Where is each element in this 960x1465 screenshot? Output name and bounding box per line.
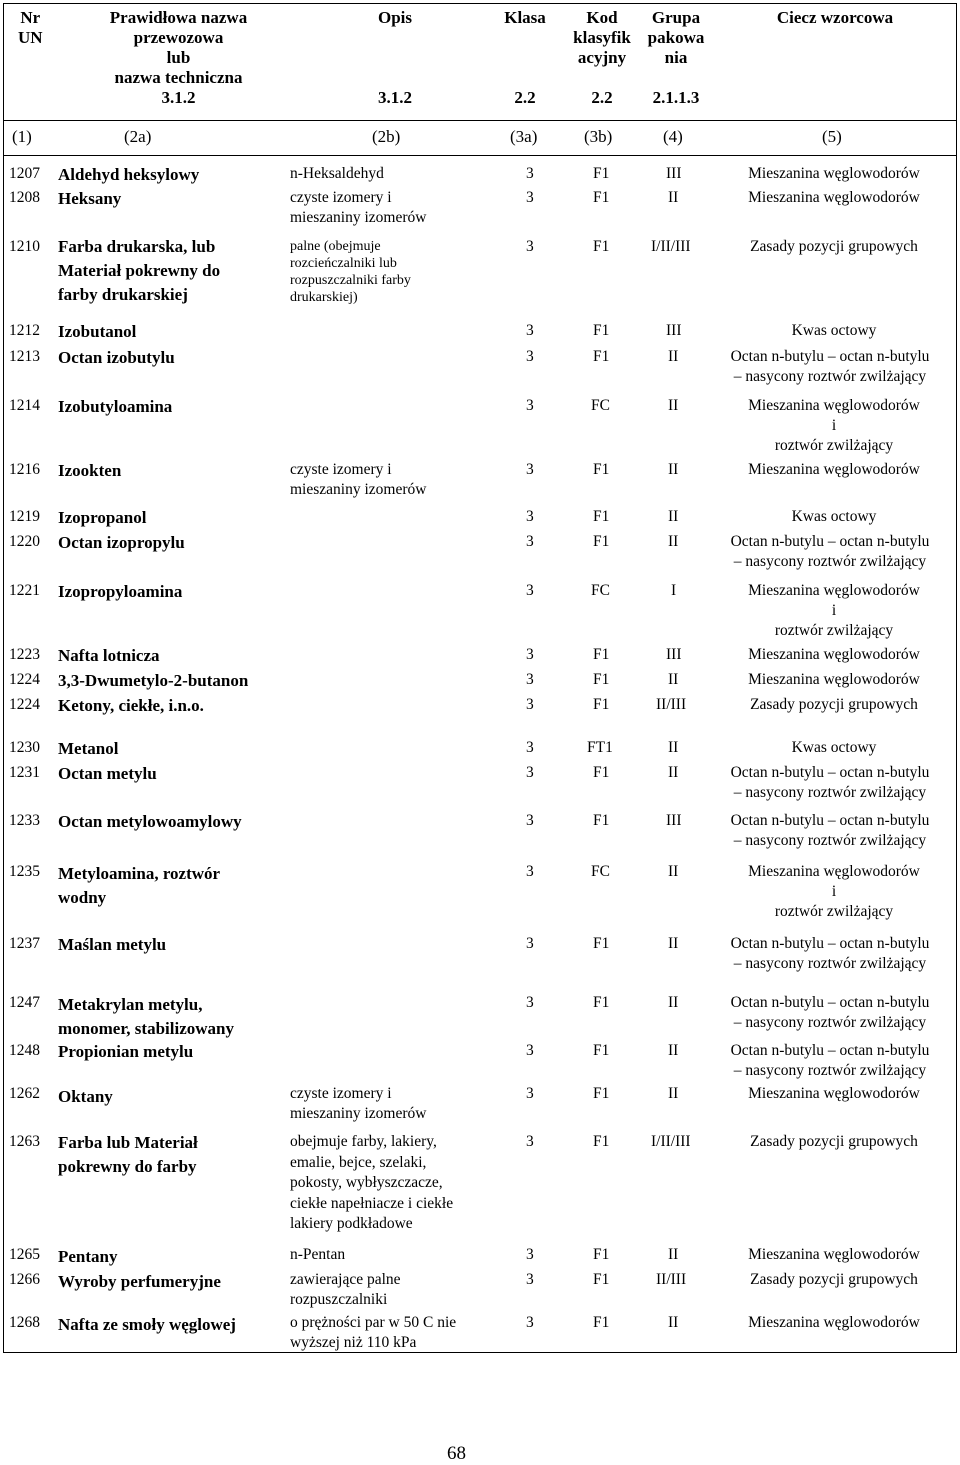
classification-code: F1 (593, 1314, 610, 1331)
substance-name: Nafta ze smoły węglowej (58, 1315, 236, 1334)
reference-liquid: Octan n-butylu – octan n-butylu – nasycony roztwór zwilżający (730, 348, 930, 385)
substance-name: Propionian metylu (58, 1042, 194, 1061)
class-value: 3 (526, 165, 534, 182)
un-number: 1265 (9, 1246, 40, 1263)
class-value: 3 (526, 1085, 534, 1102)
substance-name: Heksany (58, 189, 122, 208)
un-number: 1213 (9, 348, 40, 365)
substance-description: czyste izomery i mieszaniny izomerów (290, 1085, 427, 1122)
col-number-3a: (3a) (510, 127, 538, 146)
reference-liquid: Zasady pozycji grupowych (750, 1271, 918, 1288)
class-value: 3 (526, 764, 534, 781)
packing-group: II (668, 1085, 679, 1102)
col-number-1: (1) (12, 127, 32, 146)
reference-liquid: Octan n-butylu – octan n-butylu – nasycony roztwór zwilżający (730, 1042, 930, 1079)
packing-group: II (668, 863, 679, 880)
substance-name: Izobutyloamina (58, 397, 173, 416)
class-value: 3 (526, 739, 534, 756)
substance-name: Farba drukarska, lub Materiał pokrewny do farby drukarskiej (58, 237, 221, 304)
class-value: 3 (526, 935, 534, 952)
packing-group: II (668, 994, 679, 1011)
class-value: 3 (526, 1314, 534, 1331)
packing-group: II/III (656, 696, 687, 713)
reference-liquid: Mieszanina węglowodorów (748, 1085, 920, 1102)
substance-description: n-Pentan (290, 1246, 346, 1263)
reference-liquid: Mieszanina węglowodorów i roztwór zwilżający (748, 863, 920, 920)
classification-code: F1 (593, 238, 610, 255)
substance-description: o prężności par w 50 C nie wyższej niż 110 kPa (290, 1314, 457, 1351)
packing-group: II (668, 671, 679, 688)
reference-liquid: Mieszanina węglowodorów i roztwór zwilżający (748, 582, 920, 639)
packing-group: I/II/III (651, 238, 691, 255)
classification-code: F1 (593, 1085, 610, 1102)
class-value: 3 (526, 1042, 534, 1059)
packing-group: II (668, 1246, 679, 1263)
classification-code: FC (591, 863, 610, 880)
page-number: 68 (447, 1443, 466, 1464)
packing-group: II/III (656, 1271, 687, 1288)
packing-group: III (666, 322, 682, 339)
classification-code: F1 (593, 994, 610, 1011)
packing-group: II (668, 461, 679, 478)
header-packing-group: Grupa pakowa nia 2.1.1.3 (647, 8, 705, 107)
classification-code: F1 (593, 764, 610, 781)
un-number: 1268 (9, 1314, 40, 1331)
header-reference-liquid: Ciecz wzorcowa (776, 8, 894, 27)
class-value: 3 (526, 508, 534, 525)
substance-name: Oktany (58, 1087, 113, 1106)
substance-name: 3,3-Dwumetylo-2-butanon (58, 671, 249, 690)
classification-code: FC (591, 582, 610, 599)
substance-name: Izopropanol (58, 508, 147, 527)
col-number-4: (4) (663, 127, 683, 146)
classification-code: FC (591, 397, 610, 414)
class-value: 3 (526, 461, 534, 478)
un-number: 1231 (9, 764, 40, 781)
reference-liquid: Mieszanina węglowodorów (748, 1246, 920, 1263)
substance-name: Nafta lotnicza (58, 646, 160, 665)
substance-name: Octan izopropylu (58, 533, 185, 552)
packing-group: II (668, 764, 679, 781)
un-number: 1210 (9, 238, 40, 255)
reference-liquid: Mieszanina węglowodorów (748, 671, 920, 688)
un-number: 1220 (9, 533, 40, 550)
un-number: 1263 (9, 1133, 40, 1150)
class-value: 3 (526, 1133, 534, 1150)
class-value: 3 (526, 397, 534, 414)
un-number: 1230 (9, 739, 40, 756)
header-proper-shipping-name: Prawidłowa nazwa przewozowa lub nazwa techniczna 3.1.2 (109, 8, 248, 107)
class-value: 3 (526, 322, 534, 339)
classification-code: F1 (593, 935, 610, 952)
classification-code: FT1 (587, 739, 613, 756)
un-number: 1247 (9, 994, 40, 1011)
classification-code: F1 (593, 322, 610, 339)
un-number: 1233 (9, 812, 40, 829)
reference-liquid: Zasady pozycji grupowych (750, 238, 918, 255)
class-value: 3 (526, 646, 534, 663)
class-value: 3 (526, 189, 534, 206)
substance-name: Izopropyloamina (58, 582, 183, 601)
classification-code: F1 (593, 533, 610, 550)
reference-liquid: Zasady pozycji grupowych (750, 1133, 918, 1150)
reference-liquid: Mieszanina węglowodorów (748, 165, 920, 182)
packing-group: II (668, 935, 679, 952)
classification-code: F1 (593, 1246, 610, 1263)
reference-liquid: Mieszanina węglowodorów (748, 646, 920, 663)
classification-code: F1 (593, 461, 610, 478)
classification-code: F1 (593, 348, 610, 365)
col-number-2a: (2a) (124, 127, 152, 146)
class-value: 3 (526, 1271, 534, 1288)
header-class: Klasa 2.2 (504, 8, 546, 107)
col-number-2b: (2b) (372, 127, 401, 146)
class-value: 3 (526, 348, 534, 365)
substance-name: Farba lub Materiał pokrewny do farby (58, 1133, 198, 1176)
packing-group: II (668, 533, 679, 550)
un-number: 1214 (9, 397, 40, 414)
substance-name: Izookten (58, 461, 122, 480)
substance-name: Aldehyd heksylowy (58, 165, 200, 184)
packing-group: II (668, 1042, 679, 1059)
reference-liquid: Mieszanina węglowodorów i roztwór zwilżający (748, 397, 920, 454)
reference-liquid: Octan n-butylu – octan n-butylu – nasycony roztwór zwilżający (730, 994, 930, 1031)
un-number: 1207 (9, 165, 40, 182)
un-number: 1262 (9, 1085, 40, 1102)
classification-code: F1 (593, 1133, 610, 1150)
class-value: 3 (526, 994, 534, 1011)
col-number-5: (5) (822, 127, 842, 146)
packing-group: II (668, 739, 679, 756)
substance-name: Ketony, ciekłe, i.n.o. (58, 696, 204, 715)
packing-group: III (666, 165, 682, 182)
substance-name: Maślan metylu (58, 935, 167, 954)
classification-code: F1 (593, 671, 610, 688)
reference-liquid: Mieszanina węglowodorów (748, 461, 920, 478)
un-number: 1237 (9, 935, 40, 952)
substance-name: Pentany (58, 1247, 118, 1266)
un-number: 1224 (9, 696, 40, 713)
un-number: 1208 (9, 189, 40, 206)
classification-code: F1 (593, 1042, 610, 1059)
un-number: 1216 (9, 461, 40, 478)
un-number: 1235 (9, 863, 40, 880)
reference-liquid: Kwas octowy (791, 322, 877, 339)
substance-description: palne (obejmuje rozcieńczalniki lub rozpuszczalniki farby drukarskiej) (290, 239, 411, 305)
header-description: Opis 3.1.2 (377, 8, 413, 107)
classification-code: F1 (593, 189, 610, 206)
substance-name: Wyroby perfumeryjne (58, 1272, 221, 1291)
reference-liquid: Octan n-butylu – octan n-butylu – nasycony roztwór zwilżający (730, 533, 930, 570)
substance-name: Metakrylan metylu, monomer, stabilizowany (58, 995, 234, 1038)
class-value: 3 (526, 533, 534, 550)
header-classification-code: Kod klasyfik acyjny 2.2 (573, 8, 631, 107)
subheader-divider (3, 155, 957, 156)
col-number-3b: (3b) (584, 127, 613, 146)
classification-code: F1 (593, 508, 610, 525)
classification-code: F1 (593, 646, 610, 663)
substance-description: n-Heksaldehyd (290, 165, 384, 182)
class-value: 3 (526, 812, 534, 829)
un-number: 1224 (9, 671, 40, 688)
reference-liquid: Kwas octowy (791, 739, 877, 756)
packing-group: III (666, 812, 682, 829)
packing-group: I/II/III (651, 1133, 691, 1150)
un-number: 1219 (9, 508, 40, 525)
reference-liquid: Mieszanina węglowodorów (748, 1314, 920, 1331)
reference-liquid: Octan n-butylu – octan n-butylu – nasycony roztwór zwilżający (730, 935, 930, 972)
un-number: 1266 (9, 1271, 40, 1288)
un-number: 1223 (9, 646, 40, 663)
packing-group: II (668, 189, 679, 206)
class-value: 3 (526, 238, 534, 255)
class-value: 3 (526, 671, 534, 688)
packing-group: II (668, 348, 679, 365)
reference-liquid: Octan n-butylu – octan n-butylu – nasycony roztwór zwilżający (730, 812, 930, 849)
un-number: 1248 (9, 1042, 40, 1059)
reference-liquid: Kwas octowy (791, 508, 877, 525)
reference-liquid: Mieszanina węglowodorów (748, 189, 920, 206)
reference-liquid: Zasady pozycji grupowych (750, 696, 918, 713)
substance-description: czyste izomery i mieszaniny izomerów (290, 461, 427, 498)
reference-liquid: Octan n-butylu – octan n-butylu – nasycony roztwór zwilżający (730, 764, 930, 801)
substance-name: Octan izobutylu (58, 348, 175, 367)
packing-group: II (668, 508, 679, 525)
un-number: 1212 (9, 322, 40, 339)
class-value: 3 (526, 696, 534, 713)
substance-description: czyste izomery i mieszaniny izomerów (290, 189, 427, 226)
class-value: 3 (526, 863, 534, 880)
substance-description: obejmuje farby, lakiery, emalie, bejce, szelaki, pokosty, wybłyszczacze, ciekłe napełniacze i ciekłe lakiery podkładowe (290, 1133, 454, 1232)
classification-code: F1 (593, 696, 610, 713)
classification-code: F1 (593, 812, 610, 829)
header-nr-un: Nr UN (18, 8, 43, 47)
un-number: 1221 (9, 582, 40, 599)
packing-group: III (666, 646, 682, 663)
packing-group: I (671, 582, 677, 599)
packing-group: II (668, 397, 679, 414)
packing-group: II (668, 1314, 679, 1331)
substance-name: Izobutanol (58, 322, 137, 341)
class-value: 3 (526, 582, 534, 599)
substance-name: Octan metylowoamylowy (58, 812, 242, 831)
substance-name: Metanol (58, 739, 119, 758)
class-value: 3 (526, 1246, 534, 1263)
classification-code: F1 (593, 165, 610, 182)
substance-name: Octan metylu (58, 764, 157, 783)
header-divider (3, 120, 957, 121)
classification-code: F1 (593, 1271, 610, 1288)
substance-name: Metyloamina, roztwór wodny (58, 864, 221, 907)
substance-description: zawierające palne rozpuszczalniki (290, 1271, 401, 1308)
